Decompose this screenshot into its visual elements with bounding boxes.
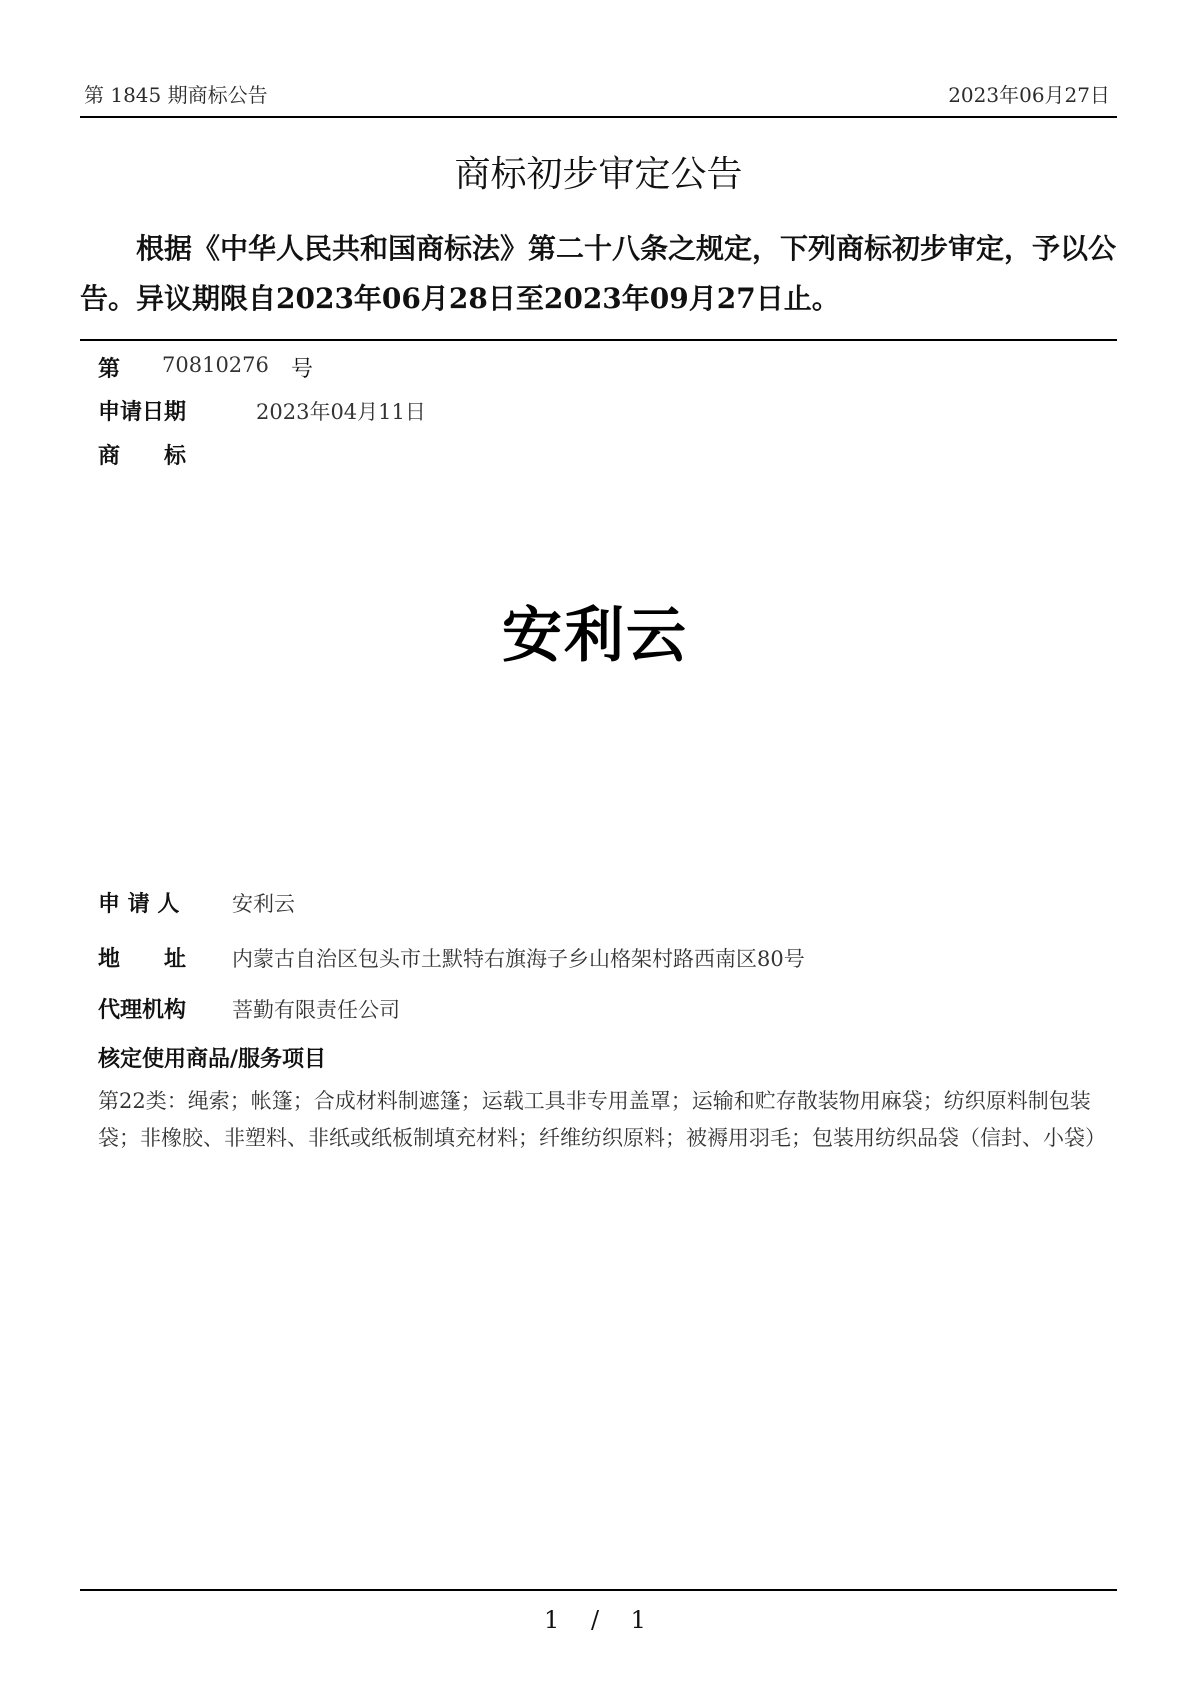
trademark-label: 商 标 [98, 444, 187, 469]
page-title: 商标初步审定公告 [454, 154, 743, 195]
applicant-name: 安利云 [232, 892, 295, 916]
applicant-address: 内蒙古自治区包头市土默特右旗海子乡山格架村路西南区80号 [232, 947, 805, 971]
agency-label: 代理机构 [98, 998, 187, 1023]
section-divider [80, 339, 1117, 341]
goods-services-label: 核定使用商品/服务项目 [98, 1047, 327, 1072]
page-indicator: 1 / 1 [544, 1606, 646, 1634]
trademark-image-text: 安利云 [502, 601, 688, 671]
registration-number-prefix: 第 [98, 357, 121, 382]
application-date-label: 申请日期 [98, 400, 187, 425]
application-date: 2023年04月11日 [256, 400, 426, 424]
applicant-label: 申 请 人 [98, 892, 180, 917]
agency-name: 菩勤有限责任公司 [232, 998, 400, 1022]
issue-date: 2023年06月27日 [948, 83, 1110, 107]
issue-number: 第 1845 期商标公告 [84, 83, 268, 107]
header-divider [80, 116, 1117, 118]
registration-number-suffix: 号 [291, 357, 314, 382]
address-label: 地 址 [98, 947, 187, 972]
notice-paragraph: 根据《中华人民共和国商标法》第二十八条之规定，下列商标初步审定，予以公告。异议期限自2023年06月28日至2023年09月27日止。 [80, 232, 1117, 315]
footer-divider [80, 1589, 1117, 1591]
goods-services-list: 第22类：绳索；帐篷；合成材料制遮篷；运载工具非专用盖罩；运输和贮存散装物用麻袋；纺织原料制包装袋；非橡胶、非塑料、非纸或纸板制填充材料；纤维纺织原料；被褥用羽毛；包装用纺织品袋（信封、小袋） [98, 1089, 1106, 1150]
registration-number: 70810276 [162, 353, 269, 377]
